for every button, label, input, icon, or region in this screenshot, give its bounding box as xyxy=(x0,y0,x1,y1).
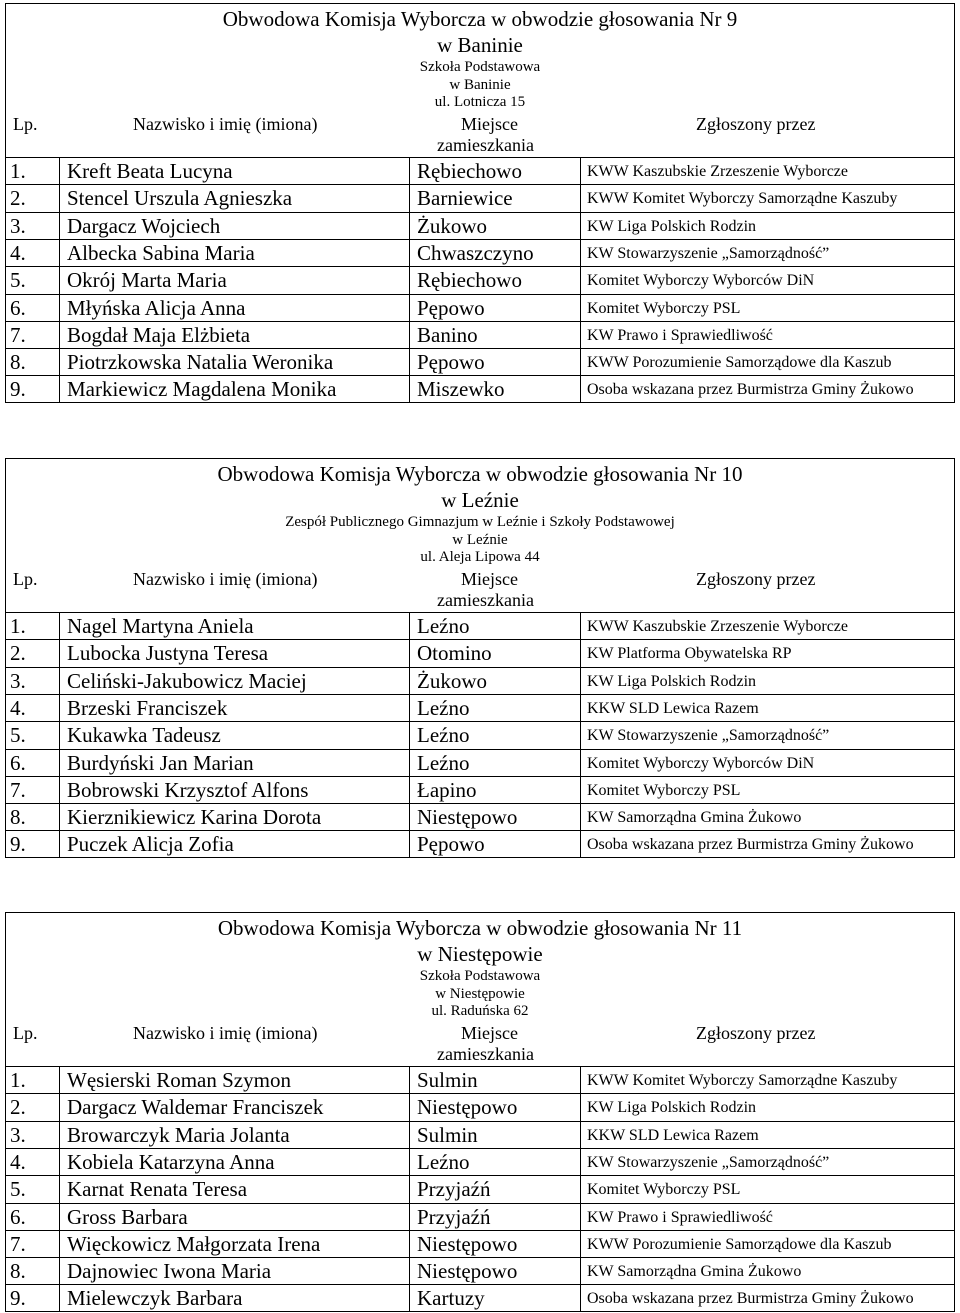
column-divider xyxy=(409,349,410,376)
member-place: Otomino xyxy=(417,641,492,666)
column-divider xyxy=(59,1176,60,1203)
member-name: Kierznikiewicz Karina Dorota xyxy=(67,805,322,830)
column-divider xyxy=(59,1258,60,1285)
table-row xyxy=(5,376,955,403)
column-divider xyxy=(59,668,60,695)
member-place: Niestępowo xyxy=(417,1259,518,1284)
table-row xyxy=(5,1285,955,1312)
table-row xyxy=(5,722,955,749)
member-number: 9. xyxy=(10,377,26,402)
column-divider xyxy=(59,349,60,376)
column-divider xyxy=(580,295,581,322)
member-number: 8. xyxy=(10,350,26,375)
member-nominated-by: Komitet Wyborczy PSL xyxy=(587,299,741,317)
member-nominated-by: KKW SLD Lewica Razem xyxy=(587,1126,759,1144)
table-row xyxy=(5,322,955,349)
member-name: Karnat Renata Teresa xyxy=(67,1177,248,1202)
member-number: 5. xyxy=(10,268,26,293)
column-divider xyxy=(409,613,410,640)
member-nominated-by: KW Stowarzyszenie „Samorządność” xyxy=(587,1153,830,1171)
member-number: 1. xyxy=(10,159,26,183)
venue-line: ul. Aleja Lipowa 44 xyxy=(420,549,540,565)
column-divider xyxy=(59,322,60,349)
table-row xyxy=(5,1094,955,1121)
column-divider xyxy=(580,1204,581,1231)
member-place: Barniewice xyxy=(417,186,513,211)
member-name: Dargacz Wojciech xyxy=(67,213,221,238)
member-nominated-by: KW Liga Polskich Rodzin xyxy=(587,1099,757,1117)
member-name: Browarczyk Maria Jolanta xyxy=(67,1122,290,1147)
column-divider xyxy=(409,376,410,403)
member-nominated-by: KW Liga Polskich Rodzin xyxy=(587,672,757,690)
column-divider xyxy=(409,1285,410,1312)
member-place: Sulmin xyxy=(417,1122,478,1147)
member-place: Pępowo xyxy=(417,832,485,857)
member-name: Burdyński Jan Marian xyxy=(67,750,254,775)
column-divider xyxy=(580,750,581,777)
column-divider xyxy=(580,267,581,294)
column-header-lp: Lp. xyxy=(13,114,38,134)
member-place: Rębiechowo xyxy=(417,159,522,183)
member-number: 1. xyxy=(10,614,26,638)
table-row xyxy=(5,267,955,294)
table-row xyxy=(5,185,955,212)
column-divider xyxy=(409,267,410,294)
column-divider xyxy=(580,1094,581,1121)
member-number: 4. xyxy=(10,240,26,265)
column-divider xyxy=(59,640,60,667)
member-nominated-by: KW Stowarzyszenie „Samorządność” xyxy=(587,244,830,262)
member-nominated-by: Komitet Wyborczy PSL xyxy=(587,1181,741,1199)
member-number: 6. xyxy=(10,750,26,775)
member-nominated-by: KW Stowarzyszenie „Samorządność” xyxy=(587,727,830,745)
table-row xyxy=(5,1122,955,1149)
column-divider xyxy=(59,1204,60,1231)
column-header-place: Miejsce xyxy=(461,569,518,589)
member-name: Kreft Beata Lucyna xyxy=(67,159,233,183)
member-name: Lubocka Justyna Teresa xyxy=(67,641,269,666)
table-row xyxy=(5,668,955,695)
column-divider xyxy=(580,1285,581,1312)
member-place: Pępowo xyxy=(417,295,485,320)
column-header-name: Nazwisko i imię (imiona) xyxy=(133,569,318,589)
column-divider xyxy=(409,1149,410,1176)
column-divider xyxy=(580,185,581,212)
venue-line: Zespół Publicznego Gimnazjum w Leźnie i Szkoły Podstawowej xyxy=(285,514,675,530)
table-row xyxy=(5,640,955,667)
member-number: 1. xyxy=(10,1068,26,1092)
venue-line: ul. Raduńska 62 xyxy=(431,1003,529,1019)
member-nominated-by: KW Liga Polskich Rodzin xyxy=(587,217,757,235)
column-divider xyxy=(59,1231,60,1258)
member-nominated-by: KKW SLD Lewica Razem xyxy=(587,699,759,717)
column-divider xyxy=(580,1258,581,1285)
member-number: 8. xyxy=(10,805,26,830)
column-divider xyxy=(409,1122,410,1149)
column-header-place: Miejsce xyxy=(461,114,518,134)
commission-location: w Niestępowie xyxy=(417,942,543,966)
column-divider xyxy=(580,695,581,722)
column-divider xyxy=(409,668,410,695)
member-place: Łapino xyxy=(417,777,477,802)
column-divider xyxy=(580,1067,581,1094)
column-header-place: Miejsce xyxy=(461,1023,518,1043)
member-name: Bogdał Maja Elżbieta xyxy=(67,322,251,347)
member-name: Węsierski Roman Szymon xyxy=(67,1068,291,1092)
member-place: Rębiechowo xyxy=(417,268,522,293)
member-name: Mielewczyk Barbara xyxy=(67,1286,243,1311)
member-name: Bobrowski Krzysztof Alfons xyxy=(67,777,309,802)
member-nominated-by: Komitet Wyborczy Wyborców DiN xyxy=(587,272,815,290)
column-divider xyxy=(409,695,410,722)
member-number: 7. xyxy=(10,777,26,802)
venue-line: w Niestępowie xyxy=(435,985,525,1002)
member-number: 9. xyxy=(10,1286,26,1311)
member-nominated-by: Komitet Wyborczy PSL xyxy=(587,781,741,799)
column-divider xyxy=(580,804,581,831)
column-divider xyxy=(59,1122,60,1149)
column-divider xyxy=(59,1149,60,1176)
column-divider xyxy=(409,295,410,322)
member-nominated-by: KW Prawo i Sprawiedliwość xyxy=(587,326,773,344)
member-name: Więckowicz Małgorzata Irena xyxy=(67,1231,321,1256)
column-divider xyxy=(59,213,60,240)
column-divider xyxy=(580,640,581,667)
member-place: Leźno xyxy=(417,614,470,638)
member-nominated-by: KW Platforma Obywatelska RP xyxy=(587,645,792,663)
column-divider xyxy=(59,240,60,267)
member-nominated-by: KWW Kaszubskie Zrzeszenie Wyborcze xyxy=(587,618,848,635)
column-divider xyxy=(59,376,60,403)
member-place: Pępowo xyxy=(417,350,485,375)
member-number: 4. xyxy=(10,1149,26,1174)
member-name: Okrój Marta Maria xyxy=(67,268,227,293)
column-divider xyxy=(59,1094,60,1121)
member-place: Chwaszczyno xyxy=(417,240,534,265)
table-row xyxy=(5,295,955,322)
member-place: Leźno xyxy=(417,723,470,748)
member-number: 2. xyxy=(10,641,26,666)
member-name: Dargacz Waldemar Franciszek xyxy=(67,1095,324,1120)
member-nominated-by: Osoba wskazana przez Burmistrza Gminy Żukowo xyxy=(587,381,914,399)
column-divider xyxy=(409,750,410,777)
column-divider xyxy=(409,1067,410,1094)
column-divider xyxy=(59,1285,60,1312)
table-row xyxy=(5,804,955,831)
member-nominated-by: KWW Komitet Wyborczy Samorządne Kaszuby xyxy=(587,190,898,208)
member-nominated-by: Komitet Wyborczy Wyborców DiN xyxy=(587,754,815,772)
column-header-place-line2: zamieszkania xyxy=(437,1044,534,1064)
commission-location: w Leźnie xyxy=(441,488,519,512)
column-divider xyxy=(59,158,60,185)
commission-title: Obwodowa Komisja Wyborcza w obwodzie głosowania Nr 11 xyxy=(217,916,743,940)
column-divider xyxy=(580,1231,581,1258)
member-number: 5. xyxy=(10,1177,26,1202)
member-number: 4. xyxy=(10,695,26,720)
column-divider xyxy=(409,640,410,667)
column-divider xyxy=(409,831,410,858)
table-row xyxy=(5,213,955,240)
column-divider xyxy=(409,1258,410,1285)
column-divider xyxy=(59,750,60,777)
column-divider xyxy=(59,295,60,322)
member-nominated-by: KWW Porozumienie Samorządowe dla Kaszub xyxy=(587,354,892,372)
column-header-nominated-by: Zgłoszony przez xyxy=(696,569,816,589)
column-header-name: Nazwisko i imię (imiona) xyxy=(133,1023,318,1043)
member-place: Niestępowo xyxy=(417,805,518,830)
column-divider xyxy=(59,804,60,831)
column-divider xyxy=(409,804,410,831)
column-header-lp: Lp. xyxy=(13,569,38,589)
member-place: Leźno xyxy=(417,1149,470,1174)
column-header-nominated-by: Zgłoszony przez xyxy=(696,114,816,134)
column-header-name: Nazwisko i imię (imiona) xyxy=(133,114,318,134)
table-row xyxy=(5,1149,955,1176)
column-header-place-line2: zamieszkania xyxy=(437,135,534,155)
member-number: 7. xyxy=(10,1231,26,1256)
venue-line: Szkoła Podstawowa xyxy=(419,968,541,984)
member-place: Żukowo xyxy=(417,668,487,693)
member-place: Przyjaźń xyxy=(417,1177,491,1202)
column-divider xyxy=(580,1149,581,1176)
commission-block xyxy=(5,3,955,403)
column-divider xyxy=(59,613,60,640)
table-row xyxy=(5,1067,955,1094)
member-number: 3. xyxy=(10,213,26,238)
table-row xyxy=(5,158,955,185)
column-divider xyxy=(580,668,581,695)
column-divider xyxy=(409,722,410,749)
table-row xyxy=(5,1176,955,1203)
column-header-place-line2: zamieszkania xyxy=(437,590,534,610)
venue-line: Szkoła Podstawowa xyxy=(419,59,541,75)
commission-title: Obwodowa Komisja Wyborcza w obwodzie głosowania Nr 9 xyxy=(222,7,738,31)
column-divider xyxy=(580,158,581,185)
member-name: Kukawka Tadeusz xyxy=(67,723,221,748)
column-header-lp: Lp. xyxy=(13,1023,38,1043)
member-nominated-by: KW Prawo i Sprawiedliwość xyxy=(587,1208,773,1226)
member-name: Celiński-Jakubowicz Maciej xyxy=(67,668,307,693)
commission-block xyxy=(5,912,955,1312)
table-row xyxy=(5,1258,955,1285)
column-header-nominated-by: Zgłoszony przez xyxy=(696,1023,816,1043)
member-place: Leźno xyxy=(417,695,470,720)
column-divider xyxy=(409,1231,410,1258)
column-divider xyxy=(59,185,60,212)
column-divider xyxy=(409,185,410,212)
column-divider xyxy=(59,695,60,722)
member-number: 6. xyxy=(10,1204,26,1229)
member-name: Puczek Alicja Zofia xyxy=(67,832,234,857)
member-place: Kartuzy xyxy=(417,1286,485,1311)
member-nominated-by: KWW Kaszubskie Zrzeszenie Wyborcze xyxy=(587,163,848,180)
column-divider xyxy=(580,349,581,376)
member-name: Kobiela Katarzyna Anna xyxy=(67,1149,275,1174)
member-name: Brzeski Franciszek xyxy=(67,695,228,720)
venue-line: w Baninie xyxy=(449,76,511,93)
column-divider xyxy=(409,213,410,240)
table-row xyxy=(5,777,955,804)
member-place: Sulmin xyxy=(417,1068,478,1092)
table-row xyxy=(5,240,955,267)
member-name: Stencel Urszula Agnieszka xyxy=(67,186,293,211)
venue-line: ul. Lotnicza 15 xyxy=(434,94,526,110)
member-nominated-by: KWW Komitet Wyborczy Samorządne Kaszuby xyxy=(587,1072,898,1089)
table-row xyxy=(5,613,955,640)
column-divider xyxy=(580,613,581,640)
venue-line: w Leźnie xyxy=(452,531,508,548)
member-place: Leźno xyxy=(417,750,470,775)
member-name: Młyńska Alicja Anna xyxy=(67,295,246,320)
column-divider xyxy=(409,322,410,349)
member-place: Przyjaźń xyxy=(417,1204,491,1229)
column-divider xyxy=(580,240,581,267)
member-nominated-by: KWW Porozumienie Samorządowe dla Kaszub xyxy=(587,1235,892,1253)
column-divider xyxy=(580,831,581,858)
member-number: 6. xyxy=(10,295,26,320)
member-name: Dajnowiec Iwona Maria xyxy=(67,1259,272,1284)
member-nominated-by: Osoba wskazana przez Burmistrza Gminy Żukowo xyxy=(587,836,914,854)
column-divider xyxy=(59,267,60,294)
member-number: 3. xyxy=(10,668,26,693)
column-divider xyxy=(59,831,60,858)
member-number: 7. xyxy=(10,322,26,347)
member-number: 2. xyxy=(10,1095,26,1120)
member-number: 5. xyxy=(10,723,26,748)
column-divider xyxy=(59,777,60,804)
column-divider xyxy=(580,376,581,403)
column-divider xyxy=(409,1176,410,1203)
member-place: Banino xyxy=(417,322,478,347)
column-divider xyxy=(580,213,581,240)
member-place: Niestępowo xyxy=(417,1095,518,1120)
commission-title: Obwodowa Komisja Wyborcza w obwodzie głosowania Nr 10 xyxy=(217,462,743,486)
member-name: Piotrzkowska Natalia Weronika xyxy=(67,350,334,375)
column-divider xyxy=(409,777,410,804)
table-row xyxy=(5,1231,955,1258)
column-divider xyxy=(409,158,410,185)
member-name: Albecka Sabina Maria xyxy=(67,240,255,265)
member-number: 3. xyxy=(10,1122,26,1147)
column-divider xyxy=(409,1094,410,1121)
member-name: Nagel Martyna Aniela xyxy=(67,614,254,638)
table-row xyxy=(5,349,955,376)
commission-block xyxy=(5,458,955,858)
table-row xyxy=(5,831,955,858)
commission-location: w Baninie xyxy=(437,33,523,57)
column-divider xyxy=(59,722,60,749)
column-divider xyxy=(580,777,581,804)
member-number: 2. xyxy=(10,186,26,211)
member-name: Gross Barbara xyxy=(67,1204,188,1229)
column-divider xyxy=(580,722,581,749)
column-divider xyxy=(580,322,581,349)
table-row xyxy=(5,695,955,722)
member-nominated-by: KW Samorządna Gmina Żukowo xyxy=(587,809,802,827)
column-divider xyxy=(59,1067,60,1094)
member-nominated-by: Osoba wskazana przez Burmistrza Gminy Żukowo xyxy=(587,1290,914,1308)
table-row xyxy=(5,750,955,777)
member-number: 9. xyxy=(10,832,26,857)
column-divider xyxy=(409,1204,410,1231)
column-divider xyxy=(580,1176,581,1203)
member-place: Niestępowo xyxy=(417,1231,518,1256)
column-divider xyxy=(580,1122,581,1149)
member-nominated-by: KW Samorządna Gmina Żukowo xyxy=(587,1263,802,1281)
member-name: Markiewicz Magdalena Monika xyxy=(67,377,337,402)
column-divider xyxy=(409,240,410,267)
member-place: Miszewko xyxy=(417,377,505,402)
member-number: 8. xyxy=(10,1259,26,1284)
table-row xyxy=(5,1204,955,1231)
member-place: Żukowo xyxy=(417,213,487,238)
